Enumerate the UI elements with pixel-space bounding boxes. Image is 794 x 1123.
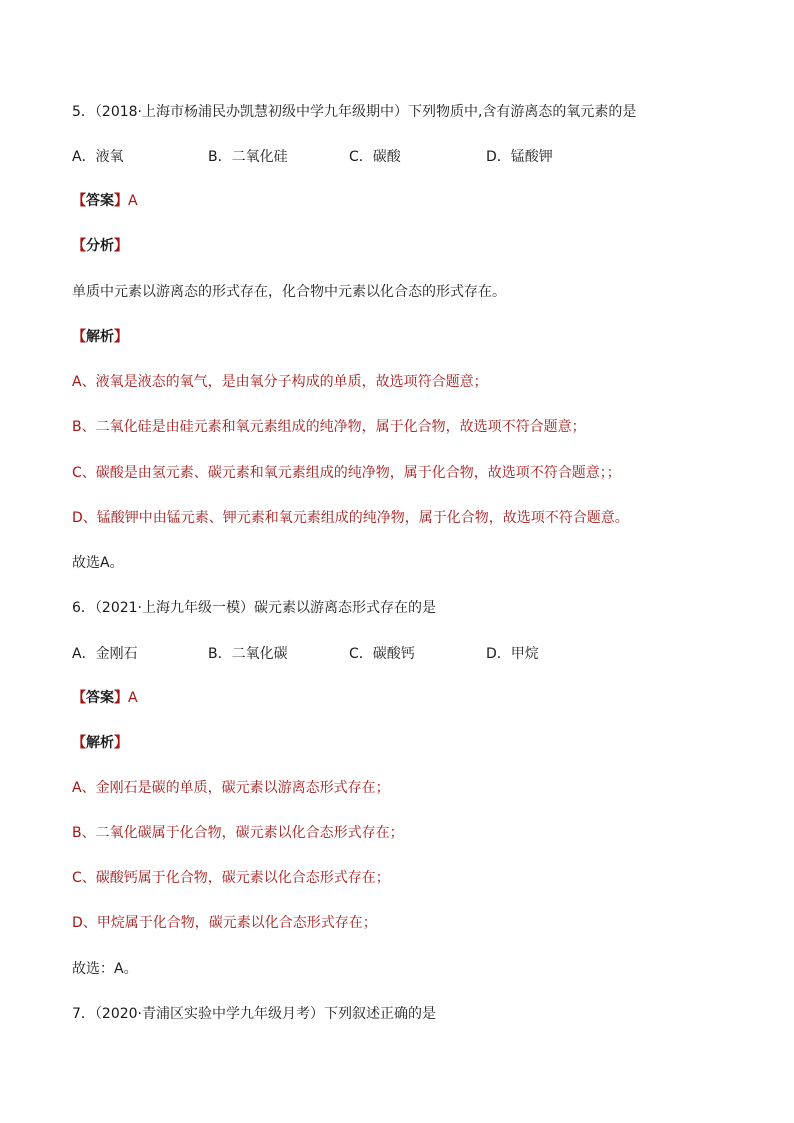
q6-explain-line-b: B、二氧化碳属于化合物，碳元素以化合态形式存在；	[72, 825, 404, 841]
q5-answer: 【答案】A	[72, 193, 138, 209]
q5-conclusion: 故选A。	[72, 555, 124, 571]
q6-explain-line-a: A、金刚石是碳的单质，碳元素以游离态形式存在；	[72, 780, 390, 796]
q6-stem: 6．（2021·上海九年级一模）碳元素以游离态形式存在的是	[72, 600, 436, 616]
q6-option-a: A．金刚石	[72, 646, 138, 662]
q5-analysis-text: 单质中元素以游离态的形式存在，化合物中元素以化合态的形式存在。	[72, 284, 506, 300]
q5-option-b: B．二氧化硅	[208, 149, 288, 165]
q6-explain-heading: 【解析】	[72, 735, 128, 751]
q6-option-b: B．二氧化碳	[208, 646, 288, 662]
q6-option-c: C．碳酸钙	[349, 646, 415, 662]
q7-stem: 7．（2020·青浦区实验中学九年级月考）下列叙述正确的是	[72, 1006, 436, 1022]
q6-explain-line-d: D、甲烷属于化合物，碳元素以化合态形式存在；	[72, 915, 377, 931]
q6-option-d: D．甲烷	[486, 646, 539, 662]
q5-explain-line-b: B、二氧化硅是由硅元素和氧元素组成的纯净物，属于化合物，故选项不符合题意；	[72, 419, 586, 435]
q6-answer-value: A	[128, 690, 138, 706]
q5-stem: 5．（2018·上海市杨浦民办凯慧初级中学九年级期中）下列物质中,含有游离态的氧元素的是	[72, 104, 637, 120]
q6-conclusion: 故选：A。	[72, 961, 138, 977]
q5-analysis-heading: 【分析】	[72, 238, 128, 254]
q5-explain-line-a: A、液氧是液态的氧气，是由氧分子构成的单质，故选项符合题意；	[72, 374, 488, 390]
q5-option-d: D．锰酸钾	[486, 149, 553, 165]
q5-answer-value: A	[128, 193, 138, 209]
q5-option-c: C．碳酸	[349, 149, 401, 165]
q5-explain-line-d: D、锰酸钾中由锰元素、钾元素和氧元素组成的纯净物，属于化合物，故选项不符合题意。	[72, 510, 629, 526]
q6-explain-line-c: C、碳酸钙属于化合物，碳元素以化合态形式存在；	[72, 870, 390, 886]
q5-explain-heading: 【解析】	[72, 329, 128, 345]
q5-option-a: A．液氧	[72, 149, 124, 165]
q6-answer: 【答案】A	[72, 690, 138, 706]
q5-explain-line-c: C、碳酸是由氢元素、碳元素和氧元素组成的纯净物，属于化合物，故选项不符合题意；；	[72, 465, 621, 481]
